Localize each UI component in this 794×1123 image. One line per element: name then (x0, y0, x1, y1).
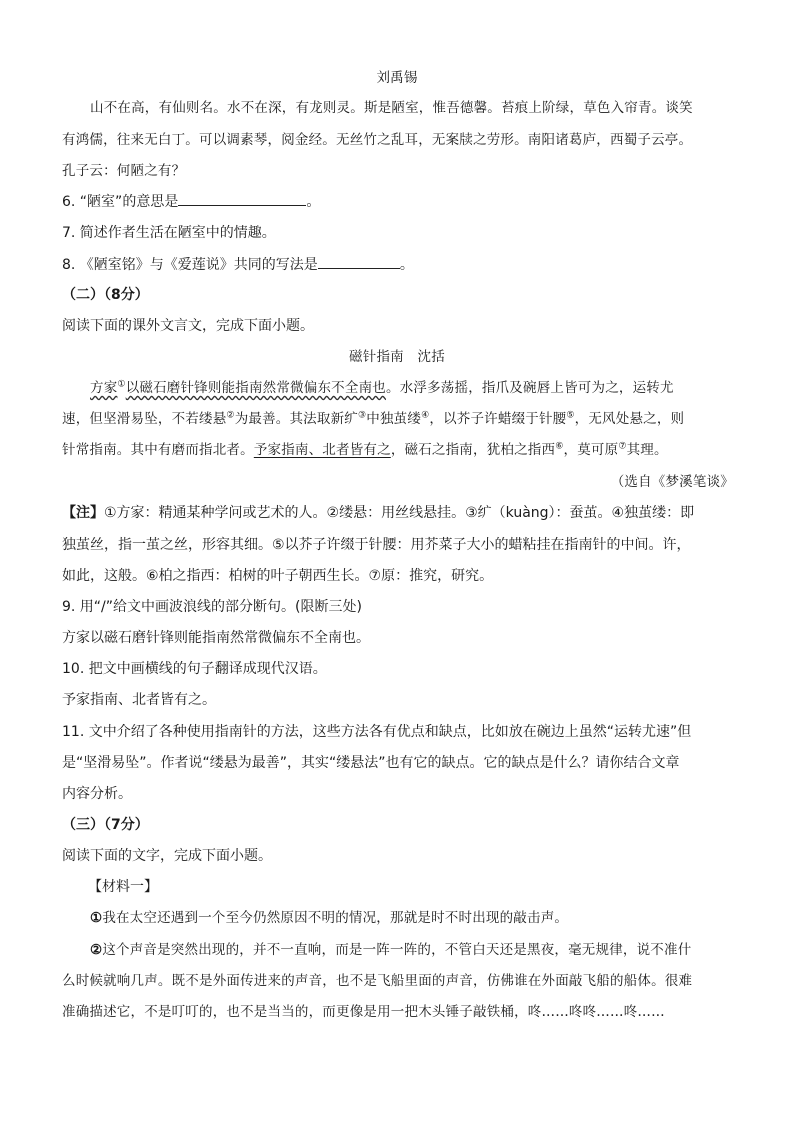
passage-text: 其理。 (626, 442, 668, 458)
question-10-sentence: 予家指南、北者皆有之。 (62, 692, 216, 708)
material-1-label: 【材料一】 (88, 879, 158, 895)
question-11-line-3: 内容分析。 (62, 786, 132, 802)
paragraph-number: ② (90, 942, 103, 958)
question-11-line-1: 11. 文中介绍了各种使用指南针的方法，这些方法各有优点和缺点，比如放在碗边上虽然“运转尤速”但 (62, 724, 692, 740)
note-marker-1: ① (117, 379, 126, 390)
passage-text: 为最善。其法取新纩 (234, 411, 358, 427)
question-9-sentence: 方家以磁石磨针锋则能指南然常微偏东不全南也。 (62, 630, 370, 646)
passage-text: 针常指南。其中有磨而指北者。 (62, 442, 254, 458)
passage-line-1-rest: 。水浮多荡摇，指爪及碗唇上皆可为之，运转尤 (386, 380, 674, 396)
passage-underlined-sentence: 予家指南、北者皆有之 (253, 442, 391, 458)
note-marker-6: ⑥ (555, 441, 564, 452)
passage-text: 中独茧缕 (366, 411, 422, 427)
note-marker-2: ② (226, 410, 235, 421)
paragraph-text: 我在太空还遇到一个至今仍然原因不明的情况，那就是时不时出现的敲击声。 (102, 910, 569, 926)
passage-text: ，莫可原 (563, 442, 619, 458)
section-3-heading: （三）（7分） (62, 817, 149, 833)
passage-title: 磁针指南 沈括 (349, 349, 445, 365)
paragraph-number: ① (90, 910, 103, 926)
section-3-instruction: 阅读下面的文字，完成下面小题。 (62, 848, 272, 864)
question-8 (62, 254, 734, 275)
passage-wavy-start: 方家 (90, 380, 118, 396)
section-2-heading: （二）（8分） (62, 287, 149, 303)
question-11-line-2: 是“坚滑易坠”。作者说“缕悬为最善”，其实“缕悬法”也有它的缺点。它的缺点是什么？请你结合文章 (62, 755, 680, 771)
lougao-text-line-2: 有鸿儒，往来无白丁。可以调素琴，阅金经。无丝竹之乱耳，无案牍之劳形。南阳诸葛庐，西蜀子云亭。 (62, 132, 693, 148)
passage-line-2 (62, 409, 734, 429)
lougao-text-line-3: 孔子云：何陋之有？ (62, 163, 186, 179)
material-1-para-2-line-2: 么时候就响几声。既不是外面传进来的声音，也不是飞船里面的声音，仿佛谁在外面敲飞船的船体。很难 (62, 973, 693, 989)
passage-text: ，无风处悬之，则 (574, 411, 685, 427)
note-line-2: 独茧丝，指一茧之丝，形容其细。⑤以芥子许缀于针腰：用芥菜子大小的蜡粘挂在指南针的中间。许， (62, 537, 691, 553)
note-label: 【注】 (62, 505, 104, 521)
note-marker-7: ⑦ (618, 441, 627, 452)
passage-text: 速，但坚滑易坠，不若缕悬 (62, 411, 227, 427)
passage-line-3 (62, 440, 734, 460)
question-6-answer-blank[interactable] (178, 191, 306, 206)
question-8-end: 。 (399, 257, 414, 273)
material-1-para-1 (62, 908, 734, 928)
section-2-instruction: 阅读下面的课外文言文，完成下面小题。 (62, 318, 314, 334)
note-marker-5: ⑤ (566, 410, 575, 421)
question-8-text: 8. 《陋室铭》与《爱莲说》共同的写法是 (62, 257, 318, 273)
question-6-end: 。 (306, 194, 321, 210)
note-line-3: 如此，这般。⑥柏之指西：柏树的叶子朝西生长。⑦原：推究，研究。 (62, 568, 494, 584)
passage-text: ，磁石之指南，犹柏之指西 (390, 442, 556, 458)
question-7: 7. 简述作者生活在陋室中的情趣。 (62, 225, 276, 241)
question-9: 9. 用“/”给文中画波浪线的部分断句。(限断三处) (62, 599, 362, 615)
note-line-1 (62, 503, 734, 523)
passage-wavy-text: 以磁石磨针锋则能指南然常微偏东不全南也 (125, 380, 386, 396)
question-6 (62, 191, 734, 212)
passage-source: （选自《梦溪笔谈》 (610, 474, 734, 490)
material-1-para-2-line-3: 准确描述它，不是叮叮的，也不是当当的，而更像是用一把木头锤子敲铁桶，咚……咚咚……咚…… (62, 1004, 665, 1020)
question-8-answer-blank[interactable] (318, 254, 400, 269)
question-10: 10. 把文中画横线的句子翻译成现代汉语。 (62, 661, 327, 677)
note-text: ①方家：精通某种学问或艺术的人。②缕悬：用丝线悬挂。③纩（kuàng）：蚕茧。④独茧缕：即 (104, 505, 695, 521)
question-6-text: 6. “陋室”的意思是 (62, 194, 179, 210)
material-1-para-2 (62, 940, 734, 960)
paragraph-text: 这个声音是突然出现的，并不一直响，而是一阵一阵的，不管白天还是黑夜，毫无规律，说不准什 (102, 942, 692, 958)
note-marker-3: ③ (358, 410, 367, 421)
passage-line-1 (62, 378, 734, 398)
poem-author: 刘禹锡 (376, 70, 418, 86)
note-marker-4: ④ (421, 410, 430, 421)
passage-text: ，以芥子许蜡缀于针腰 (429, 411, 567, 427)
lougao-text-line-1: 山不在高，有仙则名。水不在深，有龙则灵。斯是陋室，惟吾德馨。苔痕上阶绿，草色入帘青。谈笑 (90, 100, 693, 116)
